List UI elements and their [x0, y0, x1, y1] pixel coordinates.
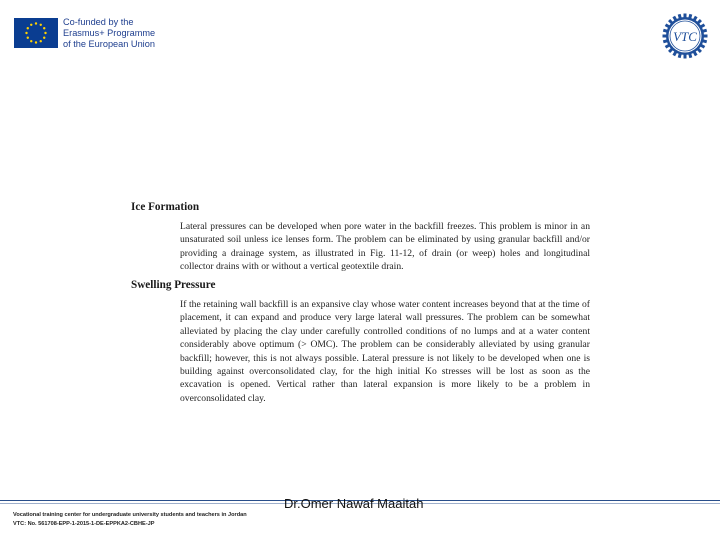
eu-text-line: of the European Union: [63, 39, 155, 49]
section-body-ice-formation: Lateral pressures can be developed when pore water in the backfill freezes. This problem is minor in an unsaturated soil unless ice lenses form. The problem can be eliminated by using granular backfill and/or providing a drainage system, as illustrated in Fig. 11-12, of drain (or weep) holes and longitudinal collector drains with or without a vertical geotextile drain.: [180, 221, 590, 273]
eu-text-line: Co-funded by the: [63, 17, 134, 27]
eu-cofunding-text: [63, 17, 155, 50]
eu-star-icon: [43, 27, 45, 29]
eu-flag-logo: [14, 18, 58, 48]
vtc-logo-text: VTC: [673, 29, 697, 44]
eu-star-icon: [43, 37, 45, 39]
section-heading-ice-formation: Ice Formation: [131, 201, 200, 213]
section-body-swelling-pressure: If the retaining wall backfill is an expansive clay whose water content increases beyond that at the time of placement, it can expand and produce very large lateral wall pressures. The problem can be somewhat alleviated by placing the clay under carefully controlled conditions of no lumps and at a water content considerably above optimum (> OMC). The problem can be considerably alleviated by using granular backfill; however, this is not always possible. Lateral pressure is not likely to be developed when one is building against overconsolidated clay, for the high initial Ko stresses will be lost as soon as the excavation is opened. Vertical rather than lateral expansion is more likely to be a problem in overconsolidated clay.: [180, 299, 590, 404]
author-name: Dr.Omer Nawaf Maaitah: [284, 496, 424, 511]
eu-text-line: Erasmus+ Programme: [63, 28, 156, 38]
section-heading-swelling-pressure: Swelling Pressure: [131, 279, 216, 291]
eu-star-icon: [25, 32, 27, 34]
eu-star-icon: [30, 24, 32, 26]
eu-star-icon: [35, 22, 37, 24]
vtc-logo: [659, 12, 711, 60]
eu-star-icon: [27, 27, 29, 29]
footer-line-1: Vocational training center for undergraduate university students and teachers in Jordan: [13, 512, 247, 518]
eu-star-icon: [40, 40, 42, 42]
footer-project-info: [13, 511, 247, 528]
eu-star-icon: [27, 37, 29, 39]
footer-line-2: VTC: No. 561708-EPP-1-2015-1-DE-EPPKA2-CBHE-JP: [13, 520, 155, 527]
eu-star-icon: [40, 24, 42, 26]
eu-star-icon: [30, 40, 32, 42]
eu-star-icon: [35, 41, 37, 43]
eu-star-icon: [44, 32, 46, 34]
